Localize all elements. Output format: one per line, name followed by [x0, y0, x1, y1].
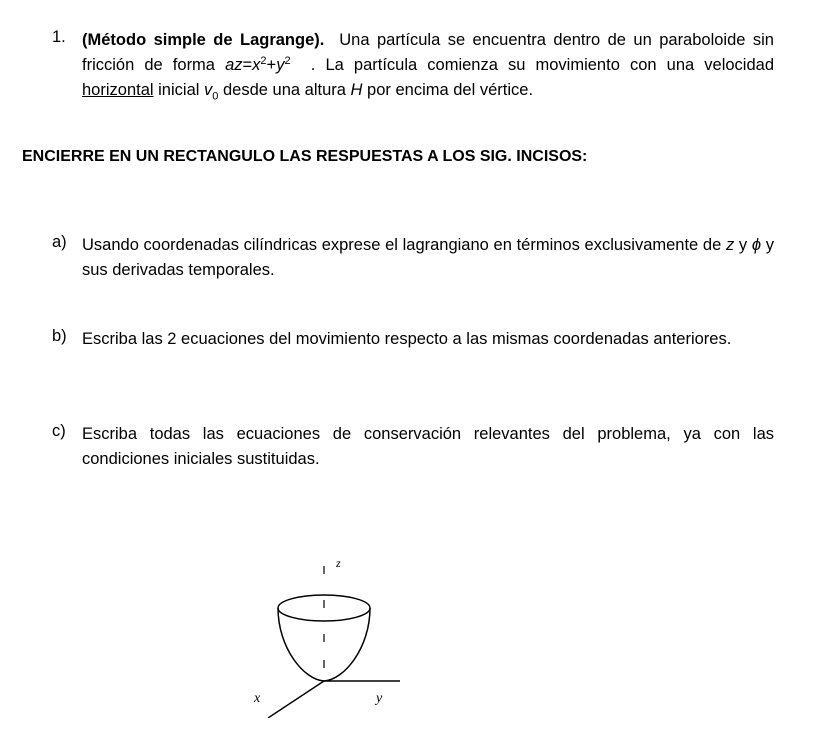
- z-axis-label: z: [336, 556, 341, 570]
- equation-plus: +: [266, 56, 277, 74]
- item-a-text-end: y sus derivadas temporales.: [82, 236, 774, 279]
- problem-text-2: . La partícula comienza su movimiento con una velocidad: [310, 56, 774, 74]
- velocity-symbol: v: [204, 81, 213, 99]
- item-b: [52, 327, 774, 352]
- item-c-label: c): [52, 422, 66, 440]
- equation-x: x: [252, 56, 261, 74]
- item-b-label: b): [52, 327, 67, 345]
- paraboloid-figure: [240, 548, 420, 718]
- item-a-text: [82, 233, 774, 283]
- equation-lhs: az: [225, 56, 243, 74]
- instructions-heading: ENCIERRE EN UN RECTANGULO LAS RESPUESTAS A LOS SIG. INCISOS:: [22, 148, 588, 165]
- item-b-text: Escriba las 2 ecuaciones del movimiento respecto a las mismas coordenadas anteriores.: [82, 330, 732, 348]
- problem-text-1: Una partícula se encuentra dentro de un paraboloide sin fricción de forma: [82, 31, 774, 74]
- problem-text-4: por encima del vértice.: [367, 81, 534, 99]
- problem-text-inicial: inicial: [158, 81, 200, 99]
- problem-text-3: desde una altura: [222, 81, 346, 99]
- item-a-var-phi: ϕ: [751, 236, 762, 254]
- problem-number: 1.: [52, 28, 66, 46]
- item-a: [52, 233, 774, 283]
- equation-y: y: [276, 56, 285, 74]
- height-symbol: H: [350, 81, 363, 99]
- item-c: [52, 422, 774, 472]
- equation-exp-x: 2: [260, 55, 267, 67]
- underlined-word: horizontal: [82, 81, 154, 99]
- velocity-subscript: 0: [212, 90, 219, 103]
- item-a-var-z: z: [725, 236, 735, 254]
- x-axis-label: x: [254, 691, 261, 706]
- y-axis-label: y: [376, 691, 383, 706]
- paraboloid-surface: [278, 608, 370, 681]
- item-a-text-start: Usando coordenadas cilíndricas exprese el lagrangiano en términos exclusivamente de: [82, 236, 722, 254]
- item-c-text: Escriba todas las ecuaciones de conservación relevantes del problema, ya con las condiciones iniciales sustituidas.: [82, 425, 774, 468]
- problem-1: [52, 28, 774, 103]
- item-a-label: a): [52, 233, 67, 251]
- equation-equals: =: [242, 56, 253, 74]
- equation-exp-y: 2: [284, 55, 291, 67]
- problem-title: (Método simple de Lagrange).: [82, 31, 325, 49]
- problem-statement: [82, 28, 774, 103]
- item-a-y: y: [738, 236, 748, 254]
- x-axis-line: [268, 681, 324, 718]
